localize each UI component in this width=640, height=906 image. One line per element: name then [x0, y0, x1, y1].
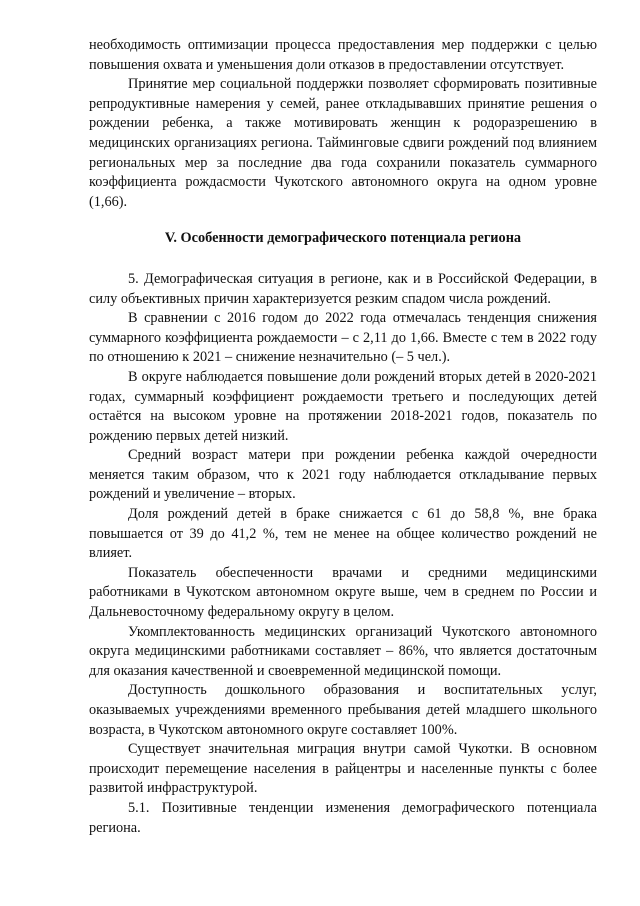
paragraph-subsection: 5.1. Позитивные тенденции изменения демографического потенциала региона. [89, 799, 597, 836]
paragraph-migration: Существует значительная миграция внутри самой Чукотки. В основном происходит перемещение населения в райцентры и населенные пункты с более развитой инфраструктурой. [89, 741, 597, 797]
document-page [89, 36, 597, 838]
paragraph-staffing: Укомплектованность медицинских организаций Чукотского автономного округа медицинскими работниками составляет – 86%, что является достаточным для оказания качественной и своевременной медицинской помощи. [89, 623, 597, 679]
paragraph-preschool: Доступность дошкольного образования и воспитательных услуг, оказываемых учреждениями временного пребывания детей младшего школьного возраста, в Чукотском автономного округе составляет 100%. [89, 682, 597, 738]
paragraph-medical-provision: Показатель обеспеченности врачами и средними медицинскими работниками в Чукотском автономном округе выше, чем в среднем по России и Дальневосточному федеральному округу в целом. [89, 564, 597, 621]
paragraph-demographic-situation: 5. Демографическая ситуация в регионе, как и в Российской Федерации, в силу объективных причин характеризуется резким спадом числа рождений. [89, 270, 597, 307]
paragraph-mother-age: Средний возраст матери при рождении ребенка каждой очередности меняется таким образом, что к 2021 году наблюдается откладывание первых рождений и увеличение – вторых. [89, 447, 597, 503]
paragraph-second-births: В округе наблюдается повышение доли рождений вторых детей в 2020-2021 годах, суммарный коэффициент рождаемости третьего и последующих детей остаётся на высоком уровне на протяжении 2018-2021 годов, показатель по рождению первых детей низкий. [89, 368, 597, 444]
paragraph-fertility-comparison: В сравнении с 2016 годом до 2022 года отмечалась тенденция снижения суммарного коэффициента рождаемости – с 2,11 до 1,66. Вместе с тем в 2022 году по отношению к 2021 – снижение незначительно (– 5 чел.). [89, 310, 597, 366]
paragraph-social-support: Принятие мер социальной поддержки позволяет сформировать позитивные репродуктивные намерения у семей, ранее откладывавших принятие решения о рождении ребенка, а также мотивировать женщин к родоразрешению в медицинских организациях региона. Тайминговые сдвиги рождений под влиянием региональных мер за последние два года сохранили показатель суммарного коэффициента рождасмости Чукотского автономного округа на одном уровне (1,66). [89, 76, 597, 210]
paragraph-marriage-births: Доля рождений детей в браке снижается с 61 до 58,8 %, вне брака повышается от 39 до 41,2 %, тем не менее на общее количество рождений не влияет. [89, 506, 597, 562]
section-heading: V. Особенности демографического потенциала региона [164, 230, 522, 247]
paragraph-continuation: необходимость оптимизации процесса предоставления мер поддержки с целью повышения охвата и уменьшения доли отказов в предоставлении отсутствует. [89, 37, 597, 73]
